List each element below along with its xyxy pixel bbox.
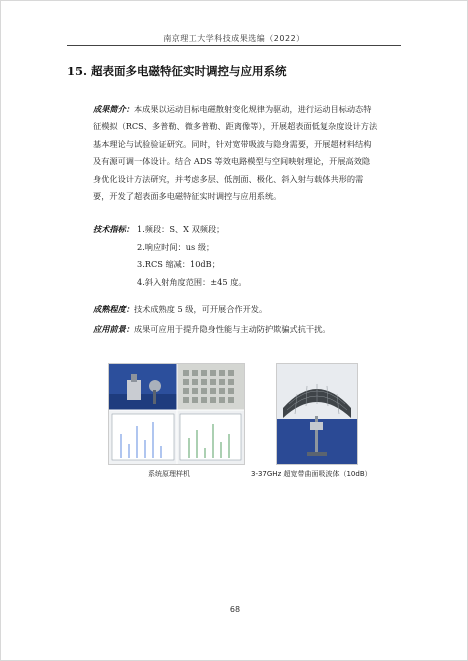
tech-item: 2.响应时间：us 级； xyxy=(137,241,215,252)
intro-text: 本成果以运动目标电磁散射变化规律为驱动，进行运动目标动态特征模拟（RCS、多普勒、微多普勒、距离像等），开展超表面低复杂度设计方法基本理论与试验验证研究。同时，针对宽带吸波与隐身需要，开展超材料结构及有源可调一体设计。结合 ADS 等效电路模型与空间映射理论，开展高效隐身优化设计方法研究，并考虑多层、低剖面、极化、斜入射与载体共形的需要，开发了超表面多电磁特征实时调控与应用系统。 xyxy=(93,104,378,202)
tech-item: 4.斜入射角度范围：±45 度。 xyxy=(137,276,247,287)
maturity-label: 成熟程度： xyxy=(93,304,134,314)
application-text: 成果可应用于提升隐身性能与主动防护欺骗式抗干扰。 xyxy=(133,324,331,334)
header-rule xyxy=(67,45,401,46)
tech-specs xyxy=(93,221,383,291)
page-number: 68 xyxy=(229,605,241,614)
running-header: 南京理工大学科技成果选编（2022） xyxy=(163,34,305,43)
absorber-photo xyxy=(276,363,358,465)
intro-label: 成果简介： xyxy=(93,104,134,114)
maturity-line xyxy=(93,301,393,318)
application-label: 应用前景： xyxy=(93,324,134,334)
article-title: 15. 超表面多电磁特征实时调控与应用系统 xyxy=(67,64,287,78)
figure-caption: 3-37GHz 超宽带曲面吸波体（10dB） xyxy=(251,470,372,478)
application-line xyxy=(93,321,393,338)
maturity-text: 技术成熟度 5 级，可开展合作开发。 xyxy=(133,304,268,314)
tech-item: 3.RCS 缩减：10dB； xyxy=(137,259,220,269)
tech-item: 1.频段：S、X 双频段； xyxy=(137,224,225,234)
tech-label: 技术指标： xyxy=(93,224,134,234)
prototype-photo xyxy=(108,363,245,465)
figure-caption: 系统原理样机 xyxy=(148,470,190,478)
intro-paragraph xyxy=(93,101,378,205)
